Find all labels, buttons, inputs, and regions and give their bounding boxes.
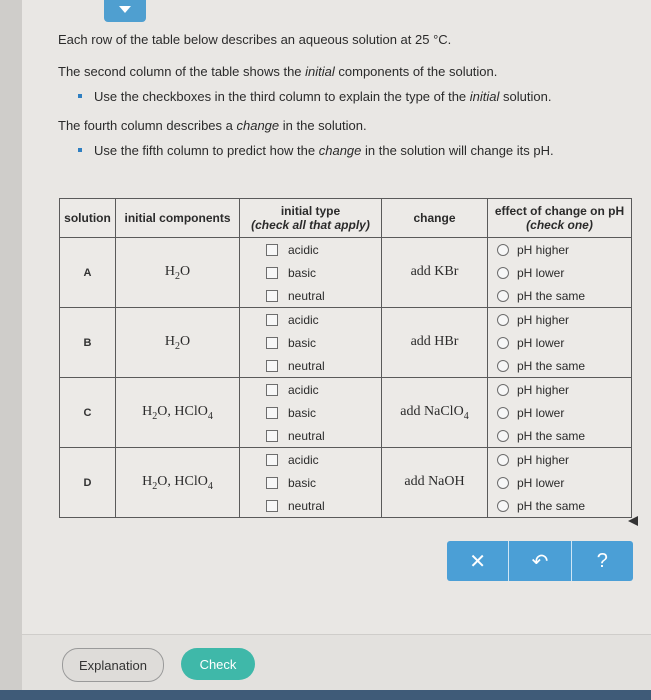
header-initial-components: initial components bbox=[116, 199, 240, 238]
change-cell: add NaClO$_4$ bbox=[382, 378, 488, 448]
initial-type-cell bbox=[240, 308, 382, 378]
effect-option-0[interactable]: pH higher bbox=[488, 448, 631, 471]
effect-option-2[interactable]: pH the same bbox=[488, 354, 631, 377]
check-button[interactable]: Check bbox=[181, 648, 255, 680]
checkbox[interactable] bbox=[266, 267, 278, 279]
checkbox[interactable] bbox=[266, 360, 278, 372]
checkbox[interactable] bbox=[266, 290, 278, 302]
change-cell: add KBr bbox=[382, 238, 488, 308]
initial-components-cell: $H_2O$, HClO$_4$ bbox=[116, 378, 240, 448]
initial-components-cell: $H_2O$ bbox=[116, 238, 240, 308]
radio-button[interactable] bbox=[497, 244, 509, 256]
radio-button[interactable] bbox=[497, 407, 509, 419]
radio-button[interactable] bbox=[497, 290, 509, 302]
effect-option-1[interactable]: pH lower bbox=[488, 401, 631, 424]
checkbox[interactable] bbox=[266, 500, 278, 512]
explanation-button[interactable]: Explanation bbox=[62, 648, 164, 682]
bullet-icon bbox=[78, 94, 82, 98]
instruction-line-2: The second column of the table shows the initial components of the solution. bbox=[58, 64, 498, 79]
checkbox[interactable] bbox=[266, 407, 278, 419]
checkbox[interactable] bbox=[266, 477, 278, 489]
solution-letter: C bbox=[60, 378, 116, 448]
initial-components-cell: $H_2O$ bbox=[116, 308, 240, 378]
effect-cell bbox=[488, 448, 632, 518]
table-row bbox=[60, 308, 632, 378]
type-option-1[interactable]: basic bbox=[240, 261, 381, 284]
effect-option-1[interactable]: pH lower bbox=[488, 331, 631, 354]
checkbox[interactable] bbox=[266, 430, 278, 442]
table-row bbox=[60, 448, 632, 518]
bullet-icon bbox=[78, 148, 82, 152]
effect-option-0[interactable]: pH higher bbox=[488, 378, 631, 401]
instruction-line-3: The fourth column describes a change in the solution. bbox=[58, 118, 367, 133]
type-option-0[interactable]: acidic bbox=[240, 238, 381, 261]
type-option-0[interactable]: acidic bbox=[240, 448, 381, 471]
instruction-bullet-1: Use the checkboxes in the third column to explain the type of the initial solution. bbox=[78, 89, 551, 104]
type-option-0[interactable]: acidic bbox=[240, 308, 381, 331]
radio-button[interactable] bbox=[497, 384, 509, 396]
radio-button[interactable] bbox=[497, 500, 509, 512]
change-cell: add NaOH bbox=[382, 448, 488, 518]
radio-button[interactable] bbox=[497, 477, 509, 489]
change-cell: add HBr bbox=[382, 308, 488, 378]
initial-type-cell bbox=[240, 238, 382, 308]
effect-option-2[interactable]: pH the same bbox=[488, 424, 631, 447]
radio-button[interactable] bbox=[497, 314, 509, 326]
initial-type-cell bbox=[240, 378, 382, 448]
header-effect: effect of change on pH (check one) bbox=[488, 199, 632, 238]
header-solution: solution bbox=[60, 199, 116, 238]
chevron-down-icon bbox=[119, 6, 131, 13]
clear-button[interactable]: ✕ bbox=[447, 541, 508, 581]
type-option-1[interactable]: basic bbox=[240, 471, 381, 494]
effect-option-2[interactable]: pH the same bbox=[488, 284, 631, 307]
type-option-0[interactable]: acidic bbox=[240, 378, 381, 401]
checkbox[interactable] bbox=[266, 454, 278, 466]
initial-type-cell bbox=[240, 448, 382, 518]
type-option-1[interactable]: basic bbox=[240, 401, 381, 424]
type-option-2[interactable]: neutral bbox=[240, 424, 381, 447]
type-option-2[interactable]: neutral bbox=[240, 494, 381, 517]
left-panel-edge bbox=[0, 0, 22, 700]
collapse-tab[interactable] bbox=[104, 0, 146, 22]
solutions-table bbox=[59, 198, 632, 518]
effect-cell bbox=[488, 238, 632, 308]
header-change: change bbox=[382, 199, 488, 238]
solution-letter: B bbox=[60, 308, 116, 378]
instruction-bullet-2: Use the fifth column to predict how the change in the solution will change its pH. bbox=[78, 143, 554, 158]
radio-button[interactable] bbox=[497, 430, 509, 442]
solution-letter: D bbox=[60, 448, 116, 518]
initial-components-cell: $H_2O$, HClO$_4$ bbox=[116, 448, 240, 518]
effect-cell bbox=[488, 378, 632, 448]
table-header-row bbox=[60, 199, 632, 238]
effect-option-1[interactable]: pH lower bbox=[488, 471, 631, 494]
undo-button[interactable]: ↶ bbox=[508, 541, 570, 581]
header-initial-type: initial type (check all that apply) bbox=[240, 199, 382, 238]
radio-button[interactable] bbox=[497, 337, 509, 349]
type-option-1[interactable]: basic bbox=[240, 331, 381, 354]
radio-button[interactable] bbox=[497, 360, 509, 372]
effect-option-0[interactable]: pH higher bbox=[488, 238, 631, 261]
table-row bbox=[60, 238, 632, 308]
effect-option-0[interactable]: pH higher bbox=[488, 308, 631, 331]
effect-cell bbox=[488, 308, 632, 378]
checkbox[interactable] bbox=[266, 244, 278, 256]
radio-button[interactable] bbox=[497, 267, 509, 279]
instruction-line-1: Each row of the table below describes an aqueous solution at 25 °C. bbox=[58, 32, 452, 47]
checkbox[interactable] bbox=[266, 314, 278, 326]
radio-button[interactable] bbox=[497, 454, 509, 466]
solution-letter: A bbox=[60, 238, 116, 308]
effect-option-2[interactable]: pH the same bbox=[488, 494, 631, 517]
checkbox[interactable] bbox=[266, 337, 278, 349]
type-option-2[interactable]: neutral bbox=[240, 354, 381, 377]
checkbox[interactable] bbox=[266, 384, 278, 396]
table-row bbox=[60, 378, 632, 448]
bottom-strip bbox=[0, 690, 651, 700]
help-button[interactable]: ? bbox=[571, 541, 633, 581]
type-option-2[interactable]: neutral bbox=[240, 284, 381, 307]
answer-toolbar bbox=[447, 541, 633, 581]
effect-option-1[interactable]: pH lower bbox=[488, 261, 631, 284]
mouse-cursor-icon bbox=[628, 516, 638, 526]
